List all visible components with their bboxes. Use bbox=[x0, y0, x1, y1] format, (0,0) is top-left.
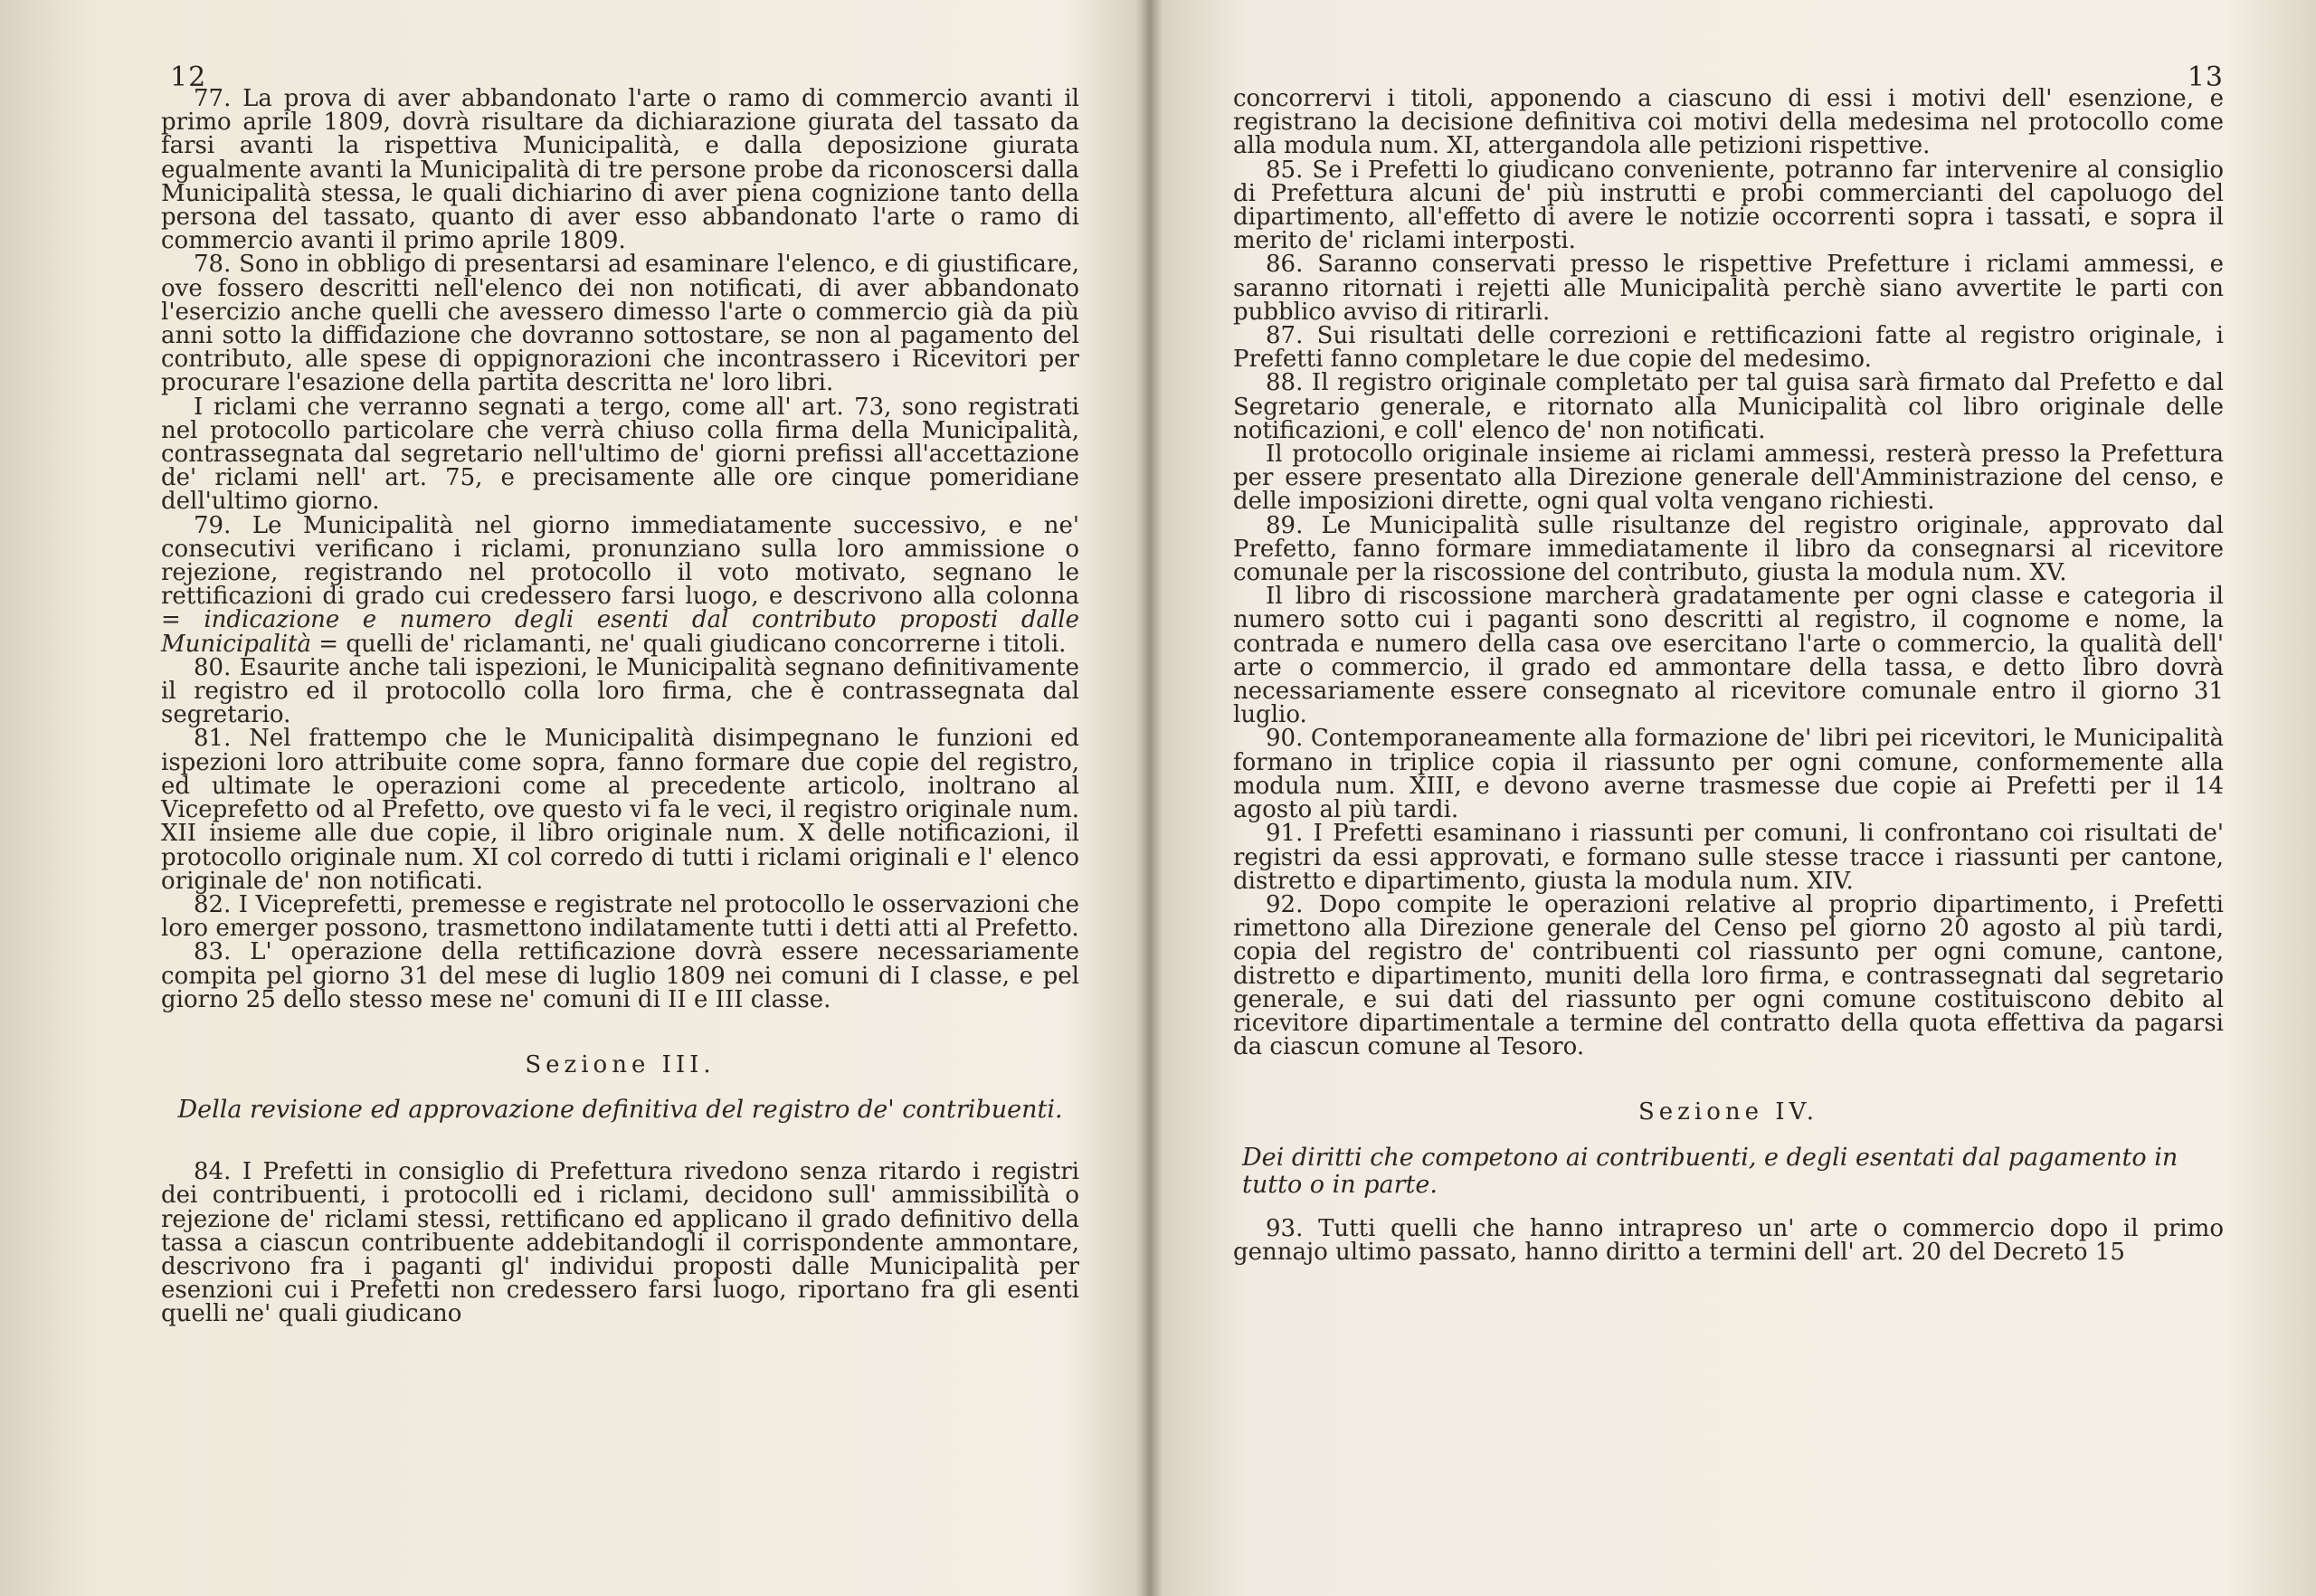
paragraph-87: 87. Sui risultati delle correzioni e rettificazioni fatte al registro originale, i Prefetti fanno completare le due copie del medesimo. bbox=[1233, 322, 2224, 374]
right-page-text bbox=[1233, 87, 2224, 1264]
page-number-left: 12 bbox=[170, 62, 207, 93]
paragraph-79-part-a: 79. Le Municipalità nel giorno immediatamente successivo, e ne' consecutivi verificano i riclami, pronunziano sulla loro ammissione o rejezione, registrando nel protocollo il voto motivato, segnano le rettificazioni di grado cui credessero farsi luogo, e descrivono alla colonna = bbox=[161, 511, 1079, 634]
paragraph-86: 86. Saranno conservati presso le rispettive Prefetture i riclami ammessi, e saranno ritornati i rejetti alle Municipalità perchè siano avvertite le parti con pubblico avviso di ritirarli. bbox=[1233, 251, 2224, 326]
paragraph-libro-riscossione: Il libro di riscossione marcherà gradatamente per ogni classe e categoria il numero sotto cui i paganti sono descritti al registro, il cognome e nome, la contrada e numero della casa ove esercitano l'arte o commercio, la qualità dell' arte o commercio, il grado ed ammontare della tassa, e detto libro dovrà necessariamente essere consegnato al ricevitore comunale entro il giorno 31 luglio. bbox=[1233, 583, 2224, 729]
paragraph-81: 81. Nel frattempo che le Municipalità disimpegnano le funzioni ed ispezioni loro attribuite come sopra, fanno formare due copie del registro, ed ultimate le operazioni come al precedente articolo, inoltrano al Viceprefetto od al Prefetto, ove questo vi fa le veci, il registro originale num. XII insieme alle due copie, il libro originale num. X delle notificazioni, il protocollo originale num. XI col corredo di tutti i riclami originali e l' elenco originale de' non notificati. bbox=[161, 725, 1079, 895]
paragraph-90: 90. Contemporaneamente alla formazione de' libri pei ricevitori, le Municipalità formano in triplice copia il riassunto per ogni comune, conformemente alla modula num. XIII, e devono averne trasmesse due copie ai Prefetti per il 14 agosto al più tardi. bbox=[1233, 725, 2224, 824]
left-page bbox=[0, 0, 1135, 1596]
paragraph-79 bbox=[161, 511, 1079, 658]
paragraph-84-continued: concorrervi i titoli, apponendo a ciascuno di essi i motivi dell' esenzione, e registrano la decisione definitiva coi motivi della medesima nel protocollo come alla modula num. XI, attergandola alle petizioni rispettive. bbox=[1233, 85, 2224, 160]
right-page bbox=[1163, 0, 2316, 1596]
paragraph-84: 84. I Prefetti in consiglio di Prefettura rivedono senza ritardo i registri dei contribuenti, i protocolli ed i riclami, decidono sull' ammissibilità o rejezione de' riclami stessi, rettificano ed applicano il grado definitivo della tassa a ciascun contribuente addebitandogli il corrispondente ammontare, descrivono fra i paganti gl' individui proposti dalle Municipalità per esenzioni cui i Prefetti non credessero farsi luogo, riportano fra gli esenti quelli ne' quali giudicano bbox=[161, 1158, 1079, 1328]
left-page-text bbox=[161, 87, 1079, 1326]
section-subtitle-iv: Dei diritti che competono ai contribuenti, e degli esentati dal pagamento in tutto o in parte. bbox=[1242, 1143, 2178, 1199]
paragraph-88: 88. Il registro originale completato per tal guisa sarà firmato dal Prefetto e dal Segretario generale, e ritornato alla Municipalità col libro originale delle notificazioni, e coll' elenco de' non notificati. bbox=[1233, 369, 2224, 444]
book-gutter bbox=[1135, 0, 1163, 1596]
paragraph-92: 92. Dopo compite le operazioni relative al proprio dipartimento, i Prefetti rimettono alla Direzione generale del Censo pel giorno 20 agosto al più tardi, copia del registro de' contribuenti col riassunto per ogni comune, cantone, distretto e dipartimento, muniti della loro firma, e contrassegnati dal segretario generale, e sui dati del riassunto per ogni comune costituiscono debito al ricevitore dipartimentale a termine del contratto della quota effettiva da pagarsi da ciascun comune al Tesoro. bbox=[1233, 890, 2224, 1061]
section-heading-iv: Sezione IV. bbox=[1637, 1098, 1819, 1126]
paragraph-protocollo: Il protocollo originale insieme ai riclami ammessi, resterà presso la Prefettura per essere presentato alla Direzione generale dell'Amministrazione del censo, e delle imposizioni dirette, ogni qual volta vengano richiesti. bbox=[1233, 441, 2224, 516]
paragraph-89: 89. Le Municipalità sulle risultanze del registro originale, approvato dal Prefetto, fanno formare immediatamente il libro da consegnarsi al ricevitore comunale per la riscossione del contributo, giusta la modula num. XV. bbox=[1233, 511, 2224, 587]
paragraph-79-italic: indicazione e numero degli esenti dal contributo proposti dalle Municipalità bbox=[161, 606, 1079, 658]
paragraph-85: 85. Se i Prefetti lo giudicano conveniente, potranno far intervenire al consiglio di Prefettura alcuni de' più instrutti e probi commercianti del capoluogo del dipartimento, all'effetto di avere le notizie occorrenti sopra i tassati, e sopra il merito de' riclami interposti. bbox=[1233, 156, 2224, 255]
paragraph-91: 91. I Prefetti esaminano i riassunti per comuni, li confrontano coi risultati de' registri da essi approvati, e formano sulle stesse tracce i riassunti per cantone, distretto e dipartimento, giusta la modula num. XIV. bbox=[1233, 820, 2224, 895]
page-number-right: 13 bbox=[2187, 62, 2224, 93]
section-subtitle-iii: Della revisione ed approvazione definitiva del registro de' contribuenti. bbox=[177, 1096, 1063, 1125]
paragraph-83: 83. L' operazione della rettificazione dovrà essere necessariamente compita pel giorno 31 del mese di luglio 1809 nei comuni di I classe, e pel giorno 25 dello stesso mese ne' comuni di II e III classe. bbox=[161, 938, 1079, 1013]
paragraph-79-part-b: = quelli de' riclamanti, ne' quali giudicano concorrerne i titoli. bbox=[311, 630, 1067, 658]
paragraph-82: 82. I Viceprefetti, premesse e registrate nel protocollo le osservazioni che loro emerger possono, trasmettono indilatamente tutti i detti atti al Prefetto. bbox=[161, 890, 1079, 943]
paragraph-93: 93. Tutti quelli che hanno intrapreso un' arte o commercio dopo il primo gennajo ultimo passato, hanno diritto a termini dell' art. 20 del Decreto 15 bbox=[1233, 1214, 2224, 1266]
paragraph-80: 80. Esaurite anche tali ispezioni, le Municipalità segnano definitivamente il registro ed il protocollo colla loro firma, che è contrassegnata dal segretario. bbox=[161, 653, 1079, 729]
paragraph-77: 77. La prova di aver abbandonato l'arte o ramo di commercio avanti il primo aprile 1809, dovrà risultare da dichiarazione giurata del tassato da farsi avanti la rispettiva Municipalità, e dalla deposizione giurata egualmente avanti la Municipalità di tre persone probe da riconoscersi dalla Municipalità stessa, le quali dichiarino di aver piena cognizione tanto della persona del tassato, quanto di aver esso abbandonato l'arte o ramo di commercio avanti il primo aprile 1809. bbox=[161, 85, 1079, 255]
paragraph-78: 78. Sono in obbligo di presentarsi ad esaminare l'elenco, e di giustificare, ove fossero descritti nell'elenco dei non notificati, di aver abbandonato l'esercizio anche quelli che avessero dimesso l'arte o commercio già da più anni sotto la diffidazione che dovranno sottostare, se non al pagamento del contributo, alle spese di oppignorazioni che incontrassero i Ricevitori per procurare l'esazione della partita descritta ne' loro libri. bbox=[161, 251, 1079, 397]
paragraph-riclami: I riclami che verranno segnati a tergo, come all' art. 73, sono registrati nel protocollo particolare che verrà chiuso colla firma della Municipalità, contrassegnata dal segretario nell'ultimo de' giorni prefissi all'accettazione de' riclami nell' art. 75, e precisamente alle ore cinque pomeridiane dell'ultimo giorno. bbox=[161, 393, 1079, 516]
section-heading-iii: Sezione III. bbox=[525, 1050, 716, 1078]
